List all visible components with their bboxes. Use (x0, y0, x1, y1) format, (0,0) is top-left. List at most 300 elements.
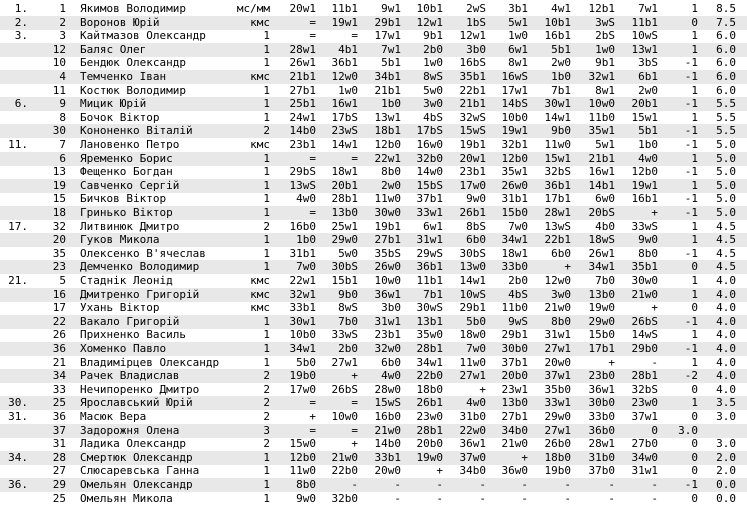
round-2-cell: 16w1 (331, 97, 358, 111)
rating-cell: 1 (263, 151, 270, 165)
rating-cell: 1 (263, 450, 270, 464)
round-1-cell: 34w1 (289, 342, 316, 355)
round-4-cell: + (436, 464, 443, 478)
round-5-cell: 4w0 (466, 396, 486, 410)
round-8-cell: 19w0 (588, 301, 615, 315)
round-2-cell: 11b1 (331, 2, 358, 15)
table-row (0, 396, 747, 410)
round-6-cell: 2b0 (508, 274, 528, 287)
round-9-cell: 0 (651, 423, 658, 437)
table-row (0, 328, 747, 342)
round-2-cell: 26bS (331, 382, 358, 396)
round-9-cell: 21w0 (631, 287, 658, 301)
round-9-cell: 4w0 (638, 151, 658, 165)
round-5-cell: 6b0 (466, 233, 486, 247)
place-cell: 2. (14, 15, 28, 29)
round-2-cell: 8wS (338, 301, 358, 315)
number-cell: 37 (52, 423, 66, 437)
round-6-cell: 19w1 (501, 124, 528, 138)
round-6-cell: 34w1 (501, 233, 528, 247)
round-5-cell: 7w0 (466, 342, 486, 355)
points-cell: 4.0 (716, 314, 736, 328)
table-row (0, 274, 747, 288)
round-4-cell: 6w1 (423, 219, 443, 233)
round-1-cell: 26w1 (289, 56, 316, 70)
points-cell: 4.0 (716, 369, 736, 383)
round-7-cell: 10b1 (544, 15, 571, 29)
round-9-cell: 34w0 (631, 450, 658, 464)
round-7-cell: 15w1 (544, 151, 571, 165)
round-4-cell: 9b1 (423, 29, 443, 43)
number-cell: 35 (52, 246, 66, 260)
round-4-cell: 7b1 (423, 287, 443, 301)
round-8-cell: 35w1 (588, 124, 615, 138)
player-name-cell: Омельян Олександр (80, 478, 193, 491)
round-1-cell: = (309, 396, 316, 410)
round-3-cell: 28w0 (374, 382, 401, 396)
round-6-cell: 29b1 (501, 328, 528, 342)
round-9-cell: + (651, 206, 658, 219)
rating-cell: 1 (263, 56, 270, 70)
number-cell: 27 (52, 464, 66, 478)
rating-cell: кмс (250, 274, 270, 287)
round-8-cell: 28w1 (588, 437, 615, 451)
round-5-cell: 8bS (466, 219, 486, 233)
points-cell: 4.0 (716, 382, 736, 396)
round-8-cell: 13b0 (588, 287, 615, 301)
rating-cell: 1 (263, 342, 270, 355)
points-cell: 6.0 (716, 56, 736, 70)
number-cell: 36 (52, 342, 66, 355)
round-1-cell: + (309, 410, 316, 423)
round-9-cell: 35b1 (631, 260, 658, 274)
round-3-cell: 26w0 (374, 260, 401, 274)
place-cell: 17. (8, 219, 28, 233)
round-8-cell: 8w1 (595, 83, 615, 97)
round-9-cell: 12b0 (631, 165, 658, 179)
round-2-cell: 15b1 (331, 274, 358, 287)
color-balance-cell: -1 (684, 342, 698, 355)
round-2-cell: = (351, 423, 358, 437)
round-9-cell: 16b1 (631, 192, 658, 206)
round-4-cell: 13b1 (416, 314, 443, 328)
player-name-cell: Ухань Віктор (80, 301, 160, 315)
number-cell: 6 (59, 151, 66, 165)
points-cell: 6.0 (716, 42, 736, 56)
color-balance-cell: 1 (691, 29, 698, 43)
round-6-cell: 32b1 (501, 138, 528, 151)
round-2-cell: 9b0 (338, 287, 358, 301)
place-cell: 11. (8, 138, 28, 151)
player-name-cell: Демченко Володимир (80, 260, 200, 274)
round-9-cell: 13w1 (631, 42, 658, 56)
round-7-cell: - (564, 478, 571, 491)
round-5-cell: 18w0 (459, 328, 486, 342)
points-cell: 3.0 (716, 437, 736, 451)
points-cell: 5.0 (716, 151, 736, 165)
round-7-cell: 4w1 (551, 2, 571, 15)
round-6-cell: - (521, 478, 528, 491)
points-cell: 5.5 (716, 124, 736, 138)
round-7-cell: 6b0 (551, 246, 571, 260)
round-8-cell: 15b0 (588, 328, 615, 342)
table-row (0, 301, 747, 315)
round-1-cell: 19b0 (289, 369, 316, 383)
round-6-cell: 36w0 (501, 464, 528, 478)
points-cell: 5.5 (716, 110, 736, 124)
rating-cell: 2 (263, 382, 270, 396)
round-9-cell: 2w0 (638, 83, 658, 97)
round-5-cell: - (479, 478, 486, 491)
points-cell: 5.0 (716, 178, 736, 192)
round-5-cell: 14w1 (459, 274, 486, 287)
round-5-cell: 9w0 (466, 192, 486, 206)
round-3-cell: 30w0 (374, 206, 401, 219)
round-5-cell: 27w1 (459, 369, 486, 383)
round-7-cell: 37w1 (544, 369, 571, 383)
rating-cell: 3 (263, 423, 270, 437)
round-6-cell: 13b0 (501, 396, 528, 410)
round-5-cell: 3b0 (466, 42, 486, 56)
round-9-cell: 31w1 (631, 464, 658, 478)
rating-cell: кмс (250, 287, 270, 301)
round-8-cell: + (608, 355, 615, 369)
round-8-cell: 12b1 (588, 2, 615, 15)
rating-cell: 1 (263, 233, 270, 247)
round-7-cell: 7b1 (551, 83, 571, 97)
number-cell: 26 (52, 328, 66, 342)
round-8-cell: 36b0 (588, 423, 615, 437)
player-name-cell: Темченко Іван (80, 70, 167, 83)
round-8-cell: 29w0 (588, 314, 615, 328)
color-balance-cell: 0 (691, 437, 698, 451)
player-name-cell: Стаднік Леонід (80, 274, 173, 287)
round-3-cell: 15wS (374, 396, 401, 410)
table-row (0, 206, 747, 220)
number-cell: 20 (52, 233, 66, 247)
points-cell: 4.0 (716, 287, 736, 301)
round-4-cell: 36b1 (416, 260, 443, 274)
table-row (0, 43, 747, 57)
number-cell: 17 (52, 301, 66, 315)
table-row (0, 233, 747, 247)
round-5-cell: - (479, 491, 486, 505)
number-cell: 25 (52, 491, 66, 505)
table-row (0, 356, 747, 370)
table-row (0, 56, 747, 70)
round-3-cell: 20w0 (374, 464, 401, 478)
points-cell: 2.0 (716, 450, 736, 464)
round-9-cell: 29b0 (631, 342, 658, 355)
number-cell: 32 (52, 219, 66, 233)
round-9-cell: 9w0 (638, 233, 658, 247)
number-cell: 34 (52, 369, 66, 383)
table-row (0, 410, 747, 424)
round-1-cell: 30w1 (289, 314, 316, 328)
place-cell: 34. (8, 450, 28, 464)
table-row (0, 84, 747, 98)
color-balance-cell: 1 (691, 110, 698, 124)
number-cell: 1 (59, 2, 66, 15)
player-name-cell: Яременко Борис (80, 151, 173, 165)
round-2-cell: 21w0 (331, 450, 358, 464)
round-6-cell: 6w1 (508, 42, 528, 56)
rating-cell: 1 (263, 355, 270, 369)
round-3-cell: 5b1 (381, 56, 401, 70)
round-3-cell: 14b0 (374, 437, 401, 451)
round-1-cell: 5b0 (296, 355, 316, 369)
round-5-cell: 15wS (459, 124, 486, 138)
round-2-cell: = (351, 29, 358, 43)
number-cell: 36 (52, 410, 66, 423)
points-cell: 5.0 (716, 206, 736, 219)
table-row (0, 97, 747, 111)
round-4-cell: 11b1 (416, 274, 443, 287)
round-4-cell: 5w0 (423, 83, 443, 97)
rating-cell: 1 (263, 192, 270, 206)
player-name-cell: Задорожня Олена (80, 423, 180, 437)
round-9-cell: 33wS (631, 219, 658, 233)
rating-cell: 1 (263, 178, 270, 192)
points-cell: 5.0 (716, 165, 736, 179)
round-7-cell: 29w0 (544, 410, 571, 423)
round-6-cell: 35w1 (501, 165, 528, 179)
round-6-cell: 16wS (501, 70, 528, 83)
color-balance-cell: 0 (691, 382, 698, 396)
round-7-cell: + (564, 260, 571, 274)
rating-cell: 2 (263, 410, 270, 423)
round-8-cell: 21b1 (588, 151, 615, 165)
color-balance-cell: 1 (691, 219, 698, 233)
round-7-cell: 35b0 (544, 382, 571, 396)
table-row (0, 383, 747, 397)
player-name-cell: Омельян Микола (80, 491, 173, 505)
color-balance-cell: 0 (691, 491, 698, 505)
table-row (0, 179, 747, 193)
round-3-cell: 18b1 (374, 124, 401, 138)
rating-cell: 1 (263, 260, 270, 274)
color-balance-cell: -1 (684, 165, 698, 179)
round-2-cell: = (351, 396, 358, 410)
round-6-cell: 18w1 (501, 246, 528, 260)
table-row (0, 29, 747, 43)
round-5-cell: 37w0 (459, 450, 486, 464)
round-7-cell: 36b1 (544, 178, 571, 192)
round-5-cell: 5b0 (466, 314, 486, 328)
round-9-cell: 26bS (631, 314, 658, 328)
table-row (0, 165, 747, 179)
round-3-cell: 6b0 (381, 355, 401, 369)
number-cell: 4 (59, 70, 66, 83)
table-row (0, 315, 747, 329)
rating-cell: 1 (263, 42, 270, 56)
round-4-cell: 12w1 (416, 15, 443, 29)
round-2-cell: 2b0 (338, 342, 358, 355)
round-4-cell: 28b1 (416, 423, 443, 437)
player-name-cell: Прихненко Василь (80, 328, 186, 342)
round-4-cell: 15bS (416, 178, 443, 192)
round-6-cell: 31b1 (501, 192, 528, 206)
round-2-cell: 4b1 (338, 42, 358, 56)
round-4-cell: - (436, 491, 443, 505)
round-8-cell: 37b0 (588, 464, 615, 478)
table-row (0, 16, 747, 30)
round-4-cell: 34w1 (416, 355, 443, 369)
round-7-cell: 1b0 (551, 70, 571, 83)
round-9-cell: 3bS (638, 56, 658, 70)
rating-cell: 1 (263, 314, 270, 328)
round-7-cell: 21w0 (544, 301, 571, 315)
round-6-cell: 4bS (508, 287, 528, 301)
round-2-cell: 25w1 (331, 219, 358, 233)
round-3-cell: 22w1 (374, 151, 401, 165)
round-7-cell: 30w1 (544, 97, 571, 111)
player-name-cell: Савченко Сергій (80, 178, 180, 192)
round-7-cell: 11w0 (544, 138, 571, 151)
round-1-cell: 15w0 (289, 437, 316, 451)
round-9-cell: 19w1 (631, 178, 658, 192)
number-cell: 10 (52, 56, 66, 70)
color-balance-cell: 1 (691, 287, 698, 301)
round-9-cell: 28b1 (631, 369, 658, 383)
round-8-cell: 11b0 (588, 110, 615, 124)
round-4-cell: - (436, 478, 443, 491)
round-7-cell: 2w0 (551, 56, 571, 70)
rating-cell: 1 (263, 165, 270, 179)
round-8-cell: 32w1 (588, 70, 615, 83)
round-1-cell: 20w1 (289, 2, 316, 15)
round-4-cell: 2b0 (423, 42, 443, 56)
color-balance-cell: 0 (691, 450, 698, 464)
round-6-cell: 20b0 (501, 369, 528, 383)
player-name-cell: Литвинюк Дмитро (80, 219, 180, 233)
round-7-cell: 33w1 (544, 396, 571, 410)
table-row (0, 492, 747, 506)
round-8-cell: 9b1 (595, 56, 615, 70)
player-name-cell: Нечипоренко Дмитро (80, 382, 200, 396)
round-2-cell: 23wS (331, 124, 358, 138)
round-3-cell: 7w1 (381, 42, 401, 56)
round-5-cell: 16bS (459, 56, 486, 70)
rating-cell: 2 (263, 396, 270, 410)
round-7-cell: 16b1 (544, 29, 571, 43)
points-cell: 0.0 (716, 478, 736, 491)
round-1-cell: = (309, 206, 316, 219)
points-cell: 4.5 (716, 233, 736, 247)
color-balance-cell: 1 (691, 328, 698, 342)
round-3-cell: 29b1 (374, 15, 401, 29)
round-6-cell: 10b0 (501, 110, 528, 124)
round-5-cell: 29b1 (459, 301, 486, 315)
round-4-cell: 16w0 (416, 138, 443, 151)
round-6-cell: 3b1 (508, 2, 528, 15)
round-3-cell: - (394, 478, 401, 491)
number-cell: 12 (52, 42, 66, 56)
table-row (0, 478, 747, 492)
round-1-cell: = (309, 15, 316, 29)
player-name-cell: Фещенко Богдан (80, 165, 173, 179)
round-9-cell: 5b1 (638, 124, 658, 138)
player-name-cell: Мицик Юрій (80, 97, 147, 111)
rating-cell: 1 (263, 29, 270, 43)
round-3-cell: - (394, 491, 401, 505)
round-6-cell: 12b0 (501, 151, 528, 165)
round-6-cell: 26w0 (501, 178, 528, 192)
color-balance-cell: -1 (684, 138, 698, 151)
table-row (0, 451, 747, 465)
round-1-cell: 31b1 (289, 246, 316, 260)
round-6-cell: 27b1 (501, 410, 528, 423)
round-2-cell: 36b1 (331, 56, 358, 70)
rating-cell: 1 (263, 206, 270, 219)
round-9-cell: 15w1 (631, 110, 658, 124)
points-cell: 4.5 (716, 260, 736, 274)
round-6-cell: 5w1 (508, 15, 528, 29)
rating-cell: 2 (263, 124, 270, 138)
round-1-cell: = (309, 151, 316, 165)
round-1-cell: 16b0 (289, 219, 316, 233)
round-4-cell: 32b0 (416, 151, 443, 165)
number-cell: 3 (59, 29, 66, 43)
player-name-cell: Бичков Віктор (80, 192, 167, 206)
round-4-cell: 18b0 (416, 382, 443, 396)
player-name-cell: Хоменко Павло (80, 342, 167, 355)
player-name-cell: Владимірцев Олександр (80, 355, 220, 369)
round-7-cell: 32bS (544, 165, 571, 179)
round-3-cell: 12b0 (374, 138, 401, 151)
place-cell: 3. (14, 29, 28, 43)
points-cell: 6.0 (716, 70, 736, 83)
round-2-cell: 20b1 (331, 178, 358, 192)
table-row (0, 247, 747, 261)
color-balance-cell: 1 (691, 396, 698, 410)
points-cell: 4.5 (716, 219, 736, 233)
round-2-cell: + (351, 369, 358, 383)
round-8-cell: 2bS (595, 29, 615, 43)
round-9-cell: 27b0 (631, 437, 658, 451)
round-1-cell: 14b0 (289, 124, 316, 138)
rating-cell: 1 (263, 328, 270, 342)
round-2-cell: - (351, 478, 358, 491)
round-4-cell: 17bS (416, 124, 443, 138)
round-3-cell: 36w1 (374, 287, 401, 301)
round-2-cell: 32b0 (331, 491, 358, 505)
player-name-cell: Кононенко Віталій (80, 124, 193, 138)
table-row (0, 2, 747, 16)
round-6-cell: 1w0 (508, 29, 528, 43)
round-4-cell: 31w1 (416, 233, 443, 247)
round-8-cell: 10w0 (588, 97, 615, 111)
round-5-cell: 31b0 (459, 410, 486, 423)
round-6-cell: 11b0 (501, 301, 528, 315)
round-3-cell: 2w0 (381, 178, 401, 192)
color-balance-cell: -1 (684, 192, 698, 206)
points-cell: 4.0 (716, 328, 736, 342)
round-8-cell: 6w0 (595, 192, 615, 206)
color-balance-cell: 1 (691, 355, 698, 369)
rating-cell: кмс (250, 70, 270, 83)
rating-cell: кмс (250, 15, 270, 29)
round-6-cell: 15b0 (501, 206, 528, 219)
round-7-cell: 3w0 (551, 287, 571, 301)
round-3-cell: 21b1 (374, 83, 401, 97)
round-6-cell: 37b1 (501, 355, 528, 369)
player-name-cell: Бочок Віктор (80, 110, 160, 124)
round-7-cell: 19b0 (544, 464, 571, 478)
round-5-cell: 35b1 (459, 70, 486, 83)
round-9-cell: 23w0 (631, 396, 658, 410)
number-cell: 13 (52, 165, 66, 179)
